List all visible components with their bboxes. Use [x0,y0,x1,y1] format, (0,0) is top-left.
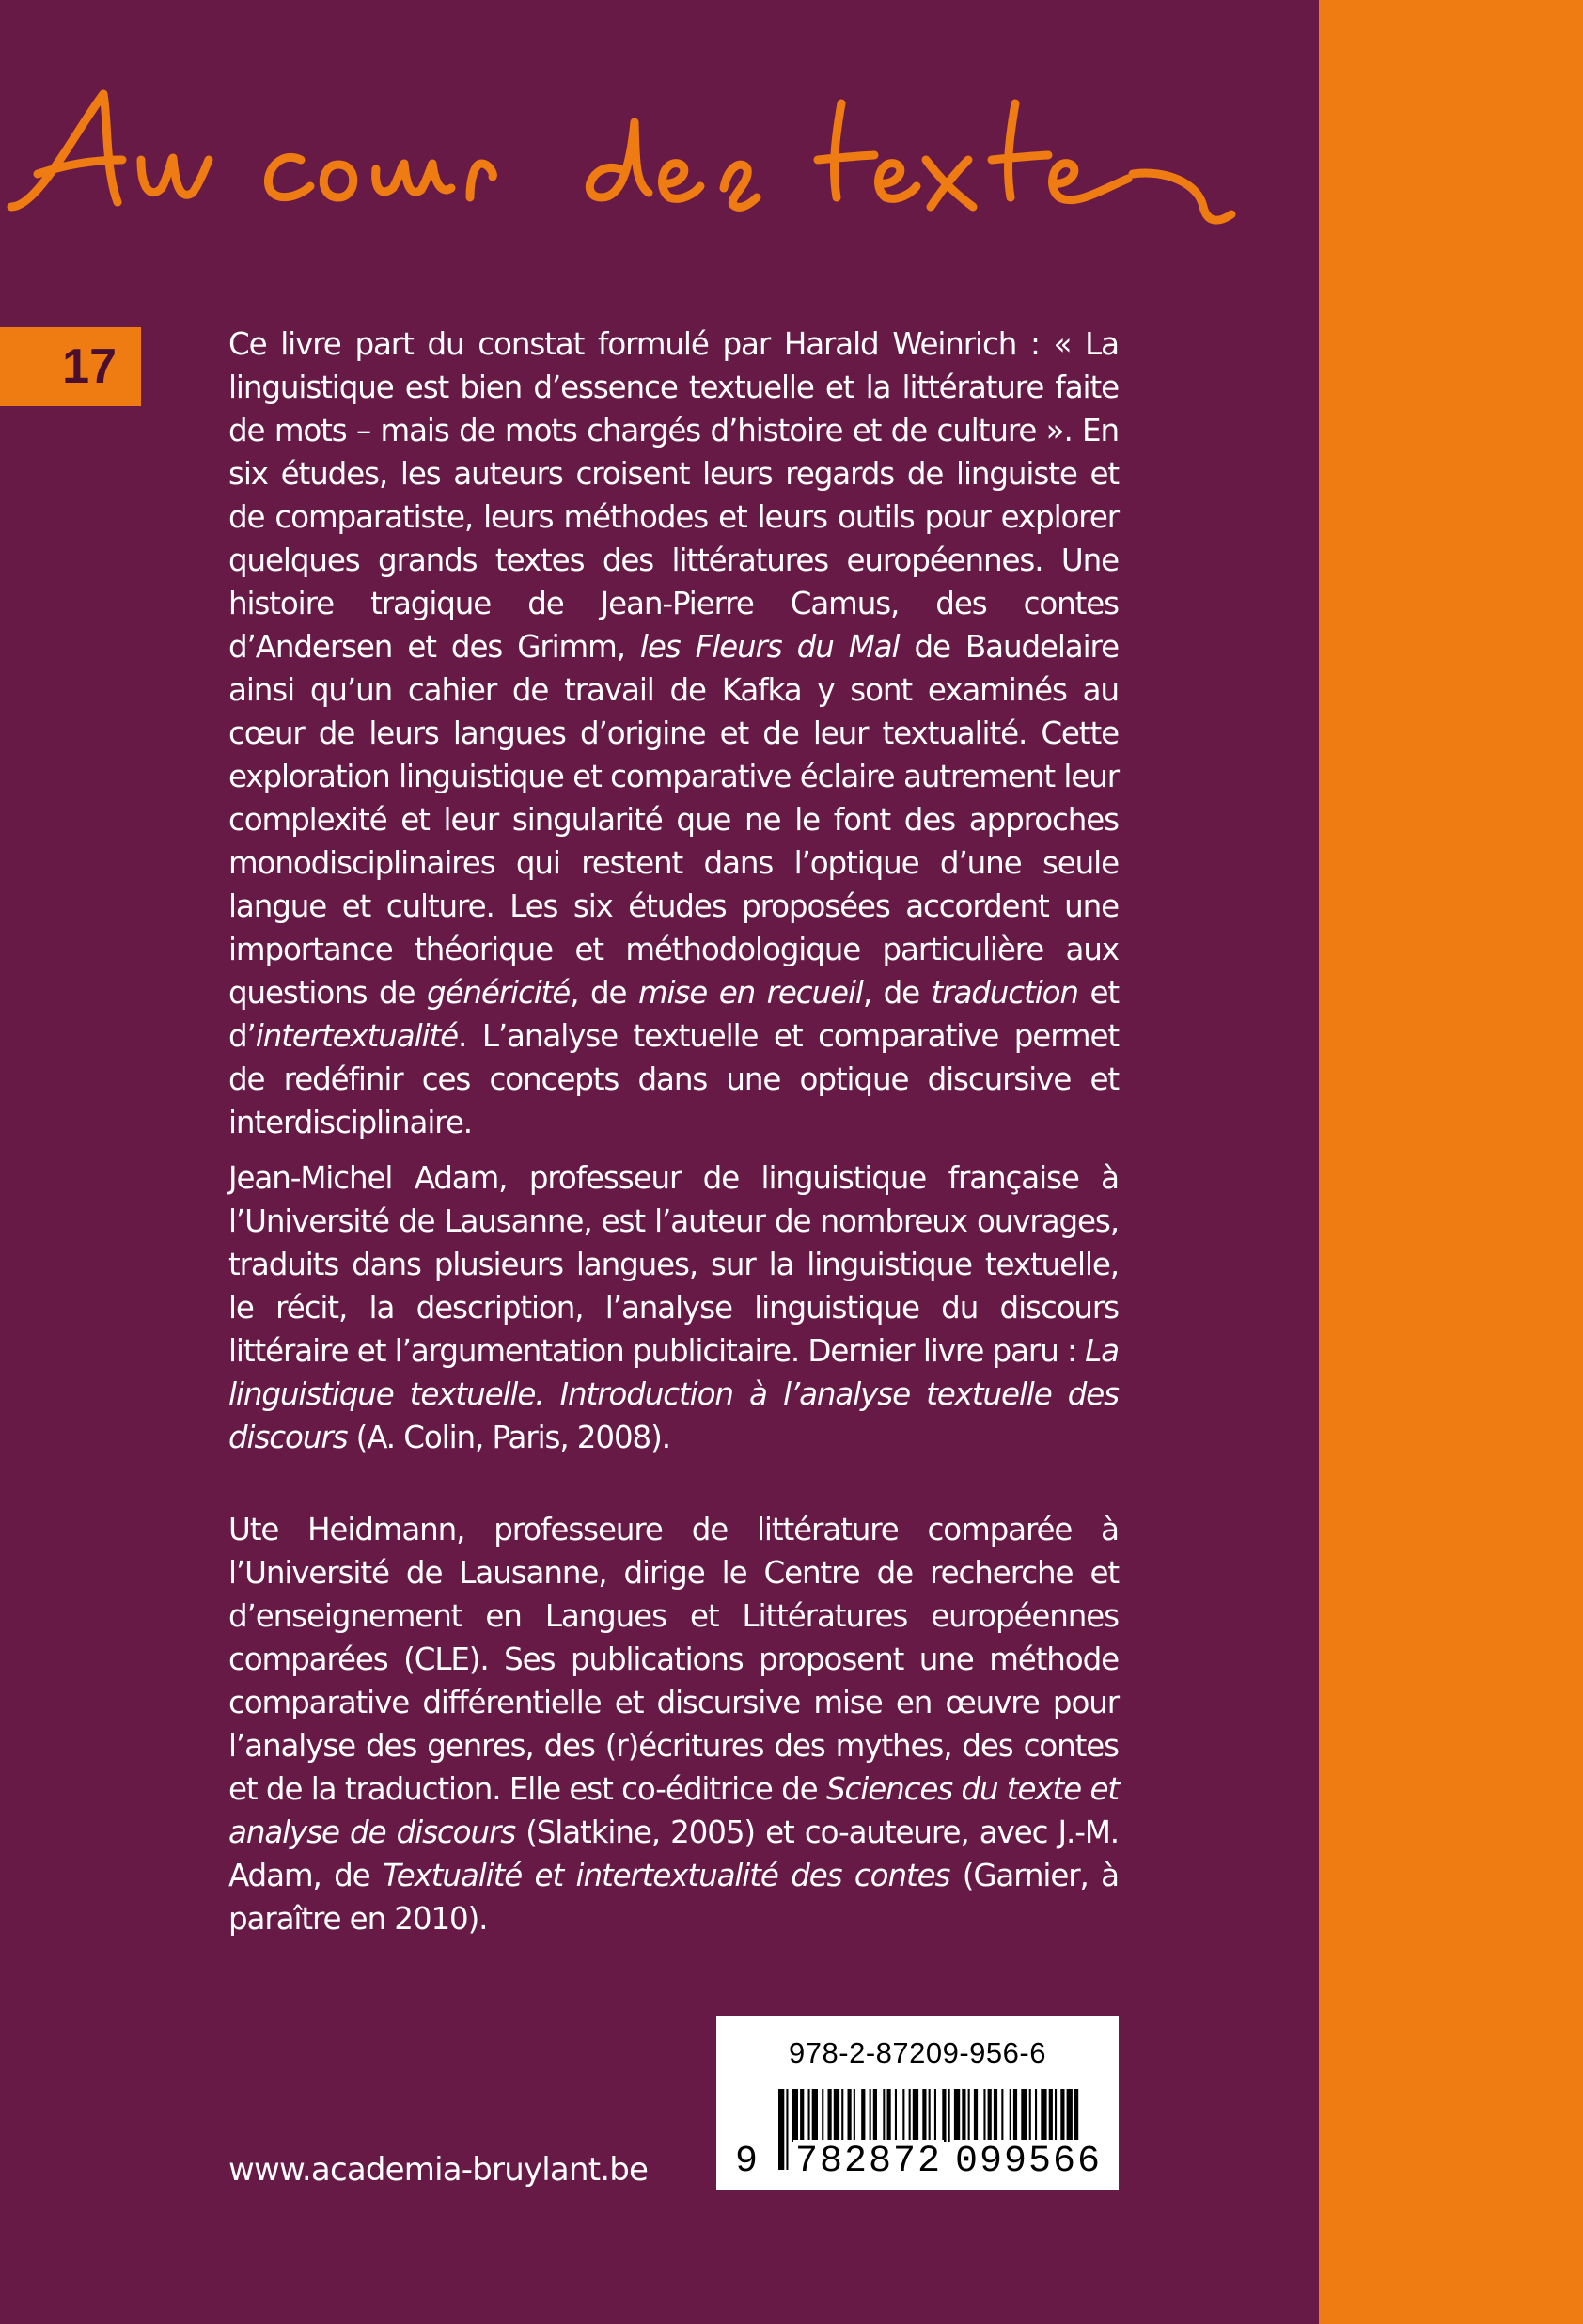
barcode-bar [1049,2089,1053,2142]
barcode-bar [808,2089,810,2142]
barcode-digits-right: 099566 [954,2141,1103,2183]
bio-text: (A. Colin, Paris, 2008). [347,1420,670,1455]
barcode-bar [895,2089,897,2142]
book-title-linguistique-textuelle: La linguistique textuelle. Introduction à l’analyse textuelle des discours [228,1333,1119,1455]
barcode-bar [861,2089,865,2142]
intro-paragraph [228,322,1119,1144]
term-traduction: traduction [931,975,1078,1011]
barcode-bar [934,2089,936,2142]
barcode-bar [828,2089,832,2142]
barcode-bar [1013,2089,1017,2142]
barcode-bar [994,2089,997,2142]
barcode-bar [942,2089,946,2142]
barcode-bar [873,2089,877,2142]
barcode-bar [854,2089,855,2142]
intro-text: et d’ [228,975,1119,1054]
barcode-bar [922,2089,926,2142]
barcode-bar [988,2089,992,2142]
intro-text: , de [862,975,932,1011]
barcode-bar [1055,2089,1057,2142]
barcode-bar [1029,2089,1031,2142]
barcode-bar [792,2089,798,2142]
barcode-bar [841,2089,843,2142]
barcode-digits [735,2140,1107,2185]
author-bio-adam [228,1156,1119,1459]
term-mise-en-recueil: mise en recueil [637,975,863,1011]
barcode-bar [913,2089,918,2142]
term-genericite: généricité [426,975,571,1011]
barcode-bar [887,2089,891,2142]
barcode-bar [983,2089,985,2142]
bio-text: (Slatkine, 2005) et co-auteure, avec J.-M. Adam, de [228,1814,1119,1893]
barcode-bar [1010,2089,1011,2142]
barcode-bar [962,2089,965,2142]
barcode-bar [822,2089,823,2142]
intro-text: Ce livre part du constat formulé par Harald Weinrich : « La linguistique est bien d’essence textuelle et la littérature faite de mots – mais de mots chargés d’histoire et de culture ». En six études, les auteurs croisent leurs regards de linguiste et de comparatiste, leurs méthodes et leurs outils pour explorer quelques grands textes des littératures européennes. Une histoire tragique de Jean-Pierre Camus, des contes d’Andersen et des Grimm, [228,326,1119,665]
barcode-bar [800,2089,804,2142]
barcode-bar [954,2089,960,2142]
intro-text: . L’analyse textuelle et comparative permet de redéfinir ces concepts dans une optique discursive et interdisciplinaire. [228,1018,1119,1140]
term-intertextualite: intertextualité [255,1018,459,1054]
bio-text: (Garnier, à paraître en 2010). [228,1858,1119,1937]
barcode-bar [848,2089,852,2142]
barcode-bar [1001,2089,1003,2142]
book-title-textualite-contes: Textualité et intertextualité des contes [383,1858,950,1893]
publisher-website: www.academia-bruylant.be [228,2151,649,2189]
barcode-bar [1041,2089,1046,2142]
author-bio-heidmann [228,1508,1119,1940]
book-title-sciences-du-texte: Sciences du texte et analyse de discours [228,1771,1119,1850]
barcode-digit-first: 9 [735,2141,759,2183]
barcode-bar [948,2089,950,2142]
barcode-digits-left: 782872 [794,2141,943,2183]
barcode-bar [968,2089,970,2142]
barcode-bar [870,2089,871,2142]
orange-spine-band [1319,0,1583,2324]
barcode-bar [909,2089,911,2142]
volume-number: 17 [0,327,141,406]
barcode-bar [902,2089,904,2142]
intro-text: , de [570,975,638,1011]
barcode-bar [1021,2089,1027,2142]
barcode-bar [883,2089,885,2142]
barcode-bar [834,2089,839,2142]
bio-text: Ute Heidmann, professeure de littérature comparée à l’Université de Lausanne, dirige le Centre de recherche et d’enseignement en Langues et Littératures européennes comparées (CLE). Ses publications proposent une méthode comparative différentielle et discursive mise en œuvre pour l’analyse des genres, des (r)écritures des mythes, des contes et de la traduction. Elle est co-éditrice de [228,1512,1119,1807]
barcode-bar [812,2089,818,2142]
bio-text: Jean-Michel Adam, professeur de linguistique française à l’Université de Lausanne, est l’auteur de nombreux ouvrages, traduits dans plusieurs langues, sur la linguistique textuelle, le récit, la description, l’analyse linguistique du discours littéraire et l’argumentation publicitaire. Dernier livre paru : [228,1160,1119,1369]
barcode-bar [974,2089,978,2142]
isbn-barcode-box [716,2016,1119,2190]
series-logo-handwritten [0,66,1278,291]
isbn-label: 978-2-87209-956-6 [789,2036,1046,2069]
intro-text: de Baudelaire ainsi qu’un cahier de travail de Kafka y sont examinés au cœur de leurs langues d’origine et de leur textualité. Cette exploration linguistique et comparative éclaire autrement leur complexité et leur singularité que ne le font des approches monodisciplinaires qui restent dans l’optique d’une seule langue et culture. Les six études proposées accordent une importance théorique et méthodologique particulière aux questions de [228,629,1119,1011]
barcode-bar [1060,2089,1064,2142]
title-fleurs-du-mal: les Fleurs du Mal [639,629,900,665]
barcode-bar [1035,2089,1037,2142]
